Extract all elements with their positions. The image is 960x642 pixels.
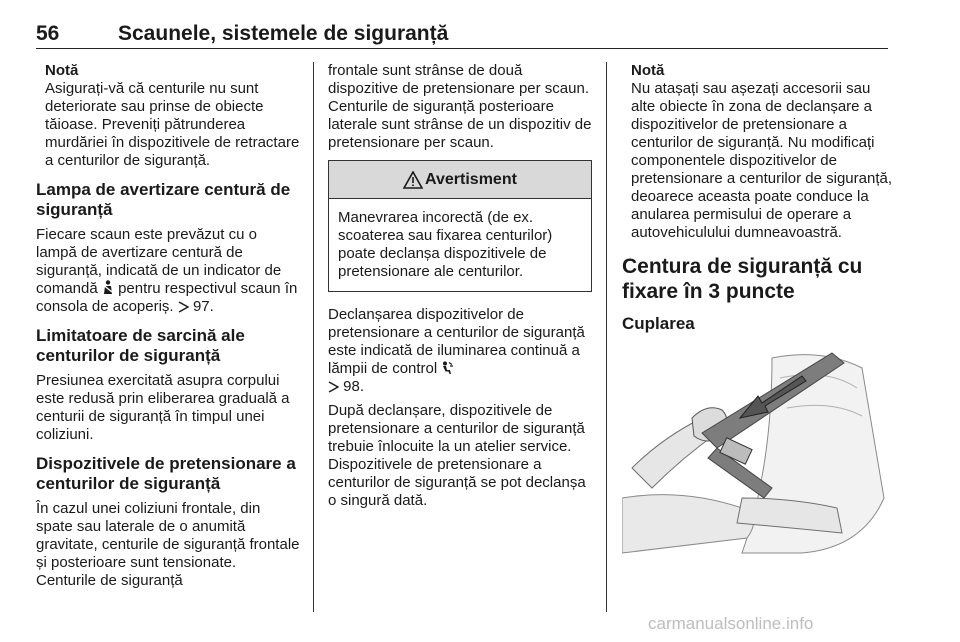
deploy-paragraph xyxy=(328,306,592,396)
section-title: Scaunele, sistemele de siguranță xyxy=(118,22,449,45)
watermark: carmanualsonline.info xyxy=(648,614,814,633)
column-divider xyxy=(606,62,607,612)
warning-header xyxy=(329,161,591,199)
pretensioner-paragraph: În cazul unei coliziuni frontale, din spate sau laterale de o anumită gravitate, centurile de siguranță frontale și posterioare sunt tensionate. Centurile de siguranță xyxy=(36,500,300,589)
note-title: Notă xyxy=(45,62,79,79)
seatbelt-buckling-illustration xyxy=(622,348,892,558)
column-divider xyxy=(313,62,314,612)
lamp-text-after: pentru respectivul scaun în consola de acoperiș. xyxy=(36,280,298,315)
warning-body xyxy=(329,199,591,291)
seatbelt-indicator-icon xyxy=(102,280,114,295)
note-text: Nu atașați sau așezați accesorii sau alte obiecte în zona de declanșare a dispozitivelor de pretensionare a centurilor de siguranță. Nu modificați componentele dispozitivelor de pretensionare a centurilor de siguranță, deoarece aceasta poate conduce la anularea permisului de operare a autovehiculului dumneavoastră. xyxy=(631,80,892,241)
note-title: Notă xyxy=(631,62,665,79)
note-box xyxy=(36,62,300,170)
belt-heading: Centura de siguranță cu fixare în 3 puncte xyxy=(622,255,863,303)
lamp-text-before: Fiecare scaun este prevăzut cu o lampă de avertizare centură de siguranță, indicată de un indicator de comandă xyxy=(36,226,282,297)
page-reference-icon xyxy=(328,381,339,393)
page-reference-icon xyxy=(178,301,189,313)
column-1 xyxy=(36,62,300,590)
airbag-indicator-icon xyxy=(441,361,454,375)
lamp-page-ref[interactable]: 97. xyxy=(192,298,214,315)
note-text: Asigurați-vă că centurile nu sunt deteriorate sau prinse de obiecte tăioase. Preveniți pătrunderea murdăriei în dispozitivele de retractare a centurilor de siguranță. xyxy=(45,80,300,169)
deploy-page-ref[interactable]: 98. xyxy=(343,378,365,395)
pretensioner-heading: Dispozitivele de pretensionare a centurilor de siguranță xyxy=(36,454,296,493)
after-deploy-paragraph: După declanșare, dispozitivele de pretensionare a centurilor de siguranță trebuie înlocuite la un atelier service. Dispozitivele de pretensionare a centurilor de siguranță se pot declanșa o singură dată. xyxy=(328,402,586,509)
note-box xyxy=(622,62,892,242)
warning-triangle-icon xyxy=(403,171,423,189)
warning-title: Avertisment xyxy=(425,170,517,188)
continued-paragraph: frontale sunt strânse de două dispozitive de pretensionare per scaun. Centurile de siguranță posterioare laterale sunt strânse de un dispozitiv de pretensionare per scaun. xyxy=(328,62,592,151)
warning-box xyxy=(328,160,592,292)
deploy-text: Declanșarea dispozitivelor de pretensionare a centurilor de siguranță este indicată de iluminarea continuă a lămpii de control xyxy=(328,306,585,377)
limiter-heading: Limitatoare de sarcină ale centurilor de siguranță xyxy=(36,326,245,365)
page-number: 56 xyxy=(36,22,60,45)
column-3 xyxy=(622,62,892,563)
page-header xyxy=(36,22,888,49)
buckle-heading: Cuplarea xyxy=(622,314,695,333)
lamp-heading: Lampa de avertizare centură de siguranță xyxy=(36,180,291,219)
warning-text: Manevrarea incorectă (de ex. scoaterea sau fixarea centurilor) poate declanșa dispozitivele de pretensionare ale centurilor. xyxy=(338,209,553,280)
column-2 xyxy=(328,62,592,510)
lamp-paragraph xyxy=(36,226,300,316)
limiter-paragraph: Presiunea exercitată asupra corpului este redusă prin eliberarea graduală a centurii de siguranță în timpul unei coliziuni. xyxy=(36,372,290,443)
